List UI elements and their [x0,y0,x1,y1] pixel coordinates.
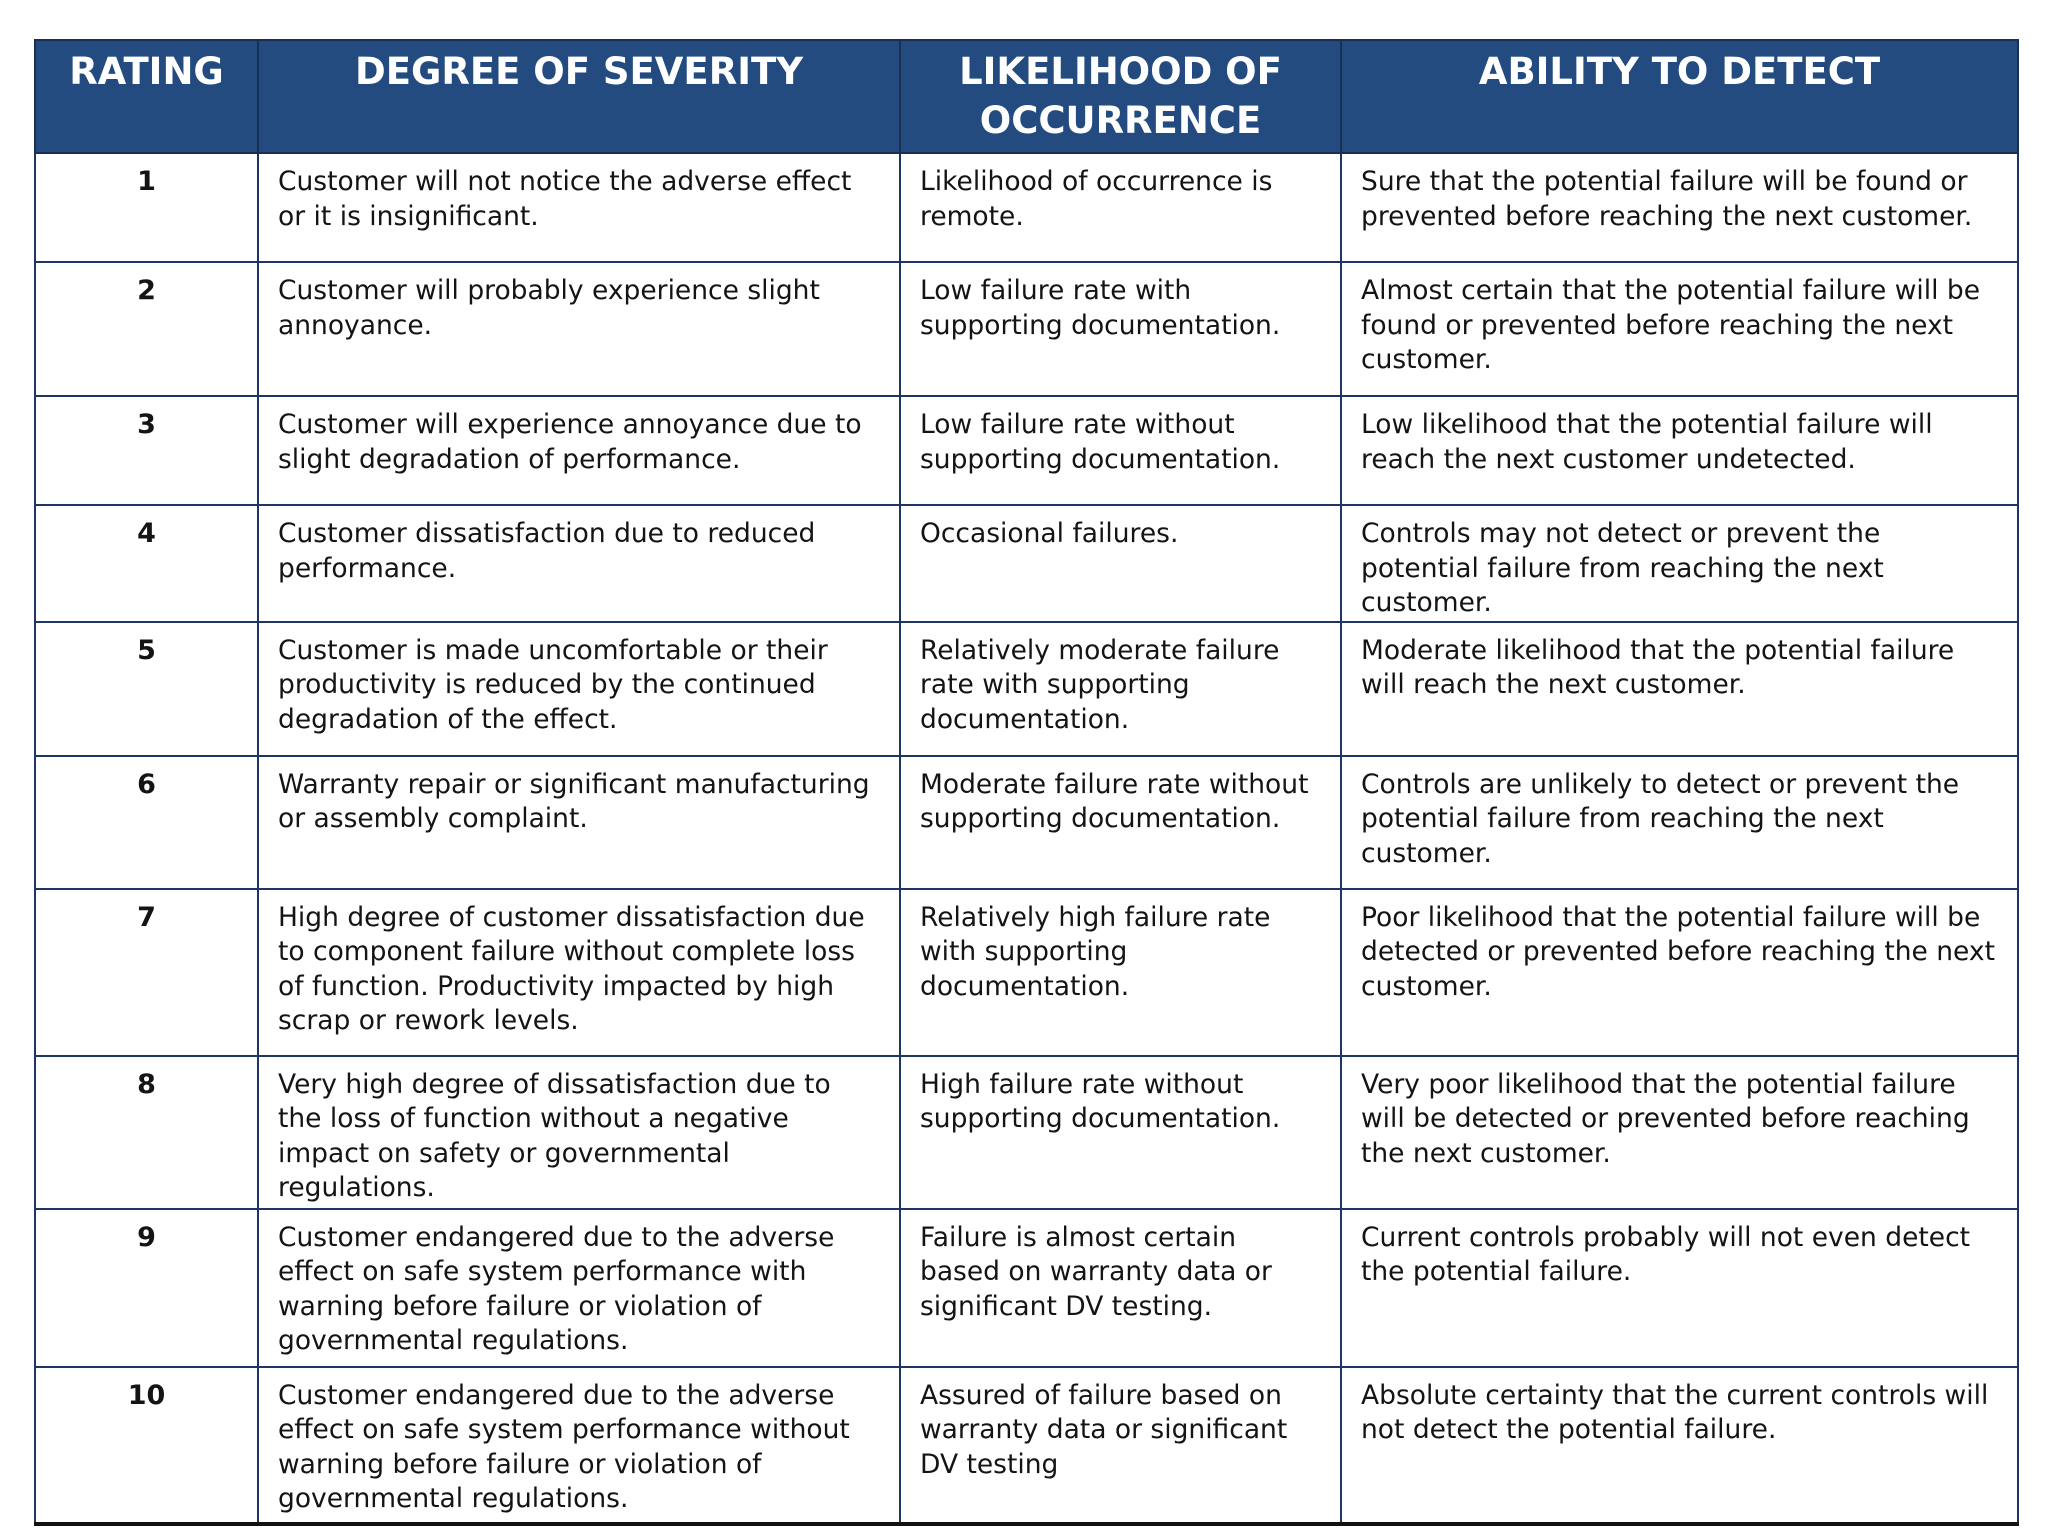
severity-cell: Customer endangered due to the adverse effect on safe system performance with warning before failure or violation of governmental regulations. [258,1209,900,1367]
table-row [35,396,2018,505]
detection-cell: Poor likelihood that the potential failure will be detected or prevented before reaching the next customer. [1341,889,2018,1056]
rating-cell: 10 [35,1367,258,1524]
rating-cell: 6 [35,756,258,889]
rating-cell: 2 [35,262,258,396]
table-row [35,1056,2018,1209]
severity-cell: High degree of customer dissatisfaction due to component failure without complete loss of function. Productivity impacted by high scrap or rework levels. [258,889,900,1056]
rating-cell: 3 [35,396,258,505]
occurrence-cell: Assured of failure based on warranty data or significant DV testing [900,1367,1341,1524]
detection-cell: Absolute certainty that the current controls will not detect the potential failure. [1341,1367,2018,1524]
occurrence-cell: Relatively high failure rate with supporting documentation. [900,889,1341,1056]
table-row [35,262,2018,396]
table-row [35,153,2018,262]
header-ability-to-detect: ABILITY TO DETECT [1341,40,2018,153]
detection-cell: Controls are unlikely to detect or prevent the potential failure from reaching the next customer. [1341,756,2018,889]
rating-cell: 1 [35,153,258,262]
header-likelihood-of-occurrence: LIKELIHOOD OF OCCURRENCE [900,40,1341,153]
severity-cell: Customer is made uncomfortable or their productivity is reduced by the continued degradation of the effect. [258,622,900,756]
header-row [35,40,2018,153]
table-row [35,1209,2018,1367]
detection-cell: Very poor likelihood that the potential failure will be detected or prevented before reaching the next customer. [1341,1056,2018,1209]
occurrence-cell: Failure is almost certain based on warranty data or significant DV testing. [900,1209,1341,1367]
table-row [35,1367,2018,1524]
occurrence-cell: Moderate failure rate without supporting documentation. [900,756,1341,889]
occurrence-cell: Low failure rate without supporting documentation. [900,396,1341,505]
table-header [35,40,2018,153]
fmea-rating-table [34,39,2019,1526]
severity-cell: Customer will probably experience slight annoyance. [258,262,900,396]
severity-cell: Very high degree of dissatisfaction due to the loss of function without a negative impact on safety or governmental regulations. [258,1056,900,1209]
detection-cell: Controls may not detect or prevent the potential failure from reaching the next customer. [1341,505,2018,622]
table-body [35,153,2018,1524]
header-rating: RATING [35,40,258,153]
table-row [35,505,2018,622]
occurrence-cell: Likelihood of occurrence is remote. [900,153,1341,262]
occurrence-cell: Occasional failures. [900,505,1341,622]
detection-cell: Moderate likelihood that the potential failure will reach the next customer. [1341,622,2018,756]
severity-cell: Customer will not notice the adverse effect or it is insignificant. [258,153,900,262]
rating-cell: 9 [35,1209,258,1367]
severity-cell: Customer endangered due to the adverse effect on safe system performance without warning before failure or violation of governmental regulations. [258,1367,900,1524]
rating-cell: 5 [35,622,258,756]
table-row [35,622,2018,756]
table-row [35,756,2018,889]
detection-cell: Low likelihood that the potential failure will reach the next customer undetected. [1341,396,2018,505]
severity-cell: Customer dissatisfaction due to reduced performance. [258,505,900,622]
detection-cell: Current controls probably will not even detect the potential failure. [1341,1209,2018,1367]
rating-cell: 8 [35,1056,258,1209]
detection-cell: Almost certain that the potential failure will be found or prevented before reaching the next customer. [1341,262,2018,396]
detection-cell: Sure that the potential failure will be found or prevented before reaching the next customer. [1341,153,2018,262]
occurrence-cell: Low failure rate with supporting documentation. [900,262,1341,396]
rating-cell: 7 [35,889,258,1056]
occurrence-cell: Relatively moderate failure rate with supporting documentation. [900,622,1341,756]
severity-cell: Warranty repair or significant manufacturing or assembly complaint. [258,756,900,889]
header-degree-of-severity: DEGREE OF SEVERITY [258,40,900,153]
severity-cell: Customer will experience annoyance due to slight degradation of performance. [258,396,900,505]
rating-cell: 4 [35,505,258,622]
table-row [35,889,2018,1056]
occurrence-cell: High failure rate without supporting documentation. [900,1056,1341,1209]
fmea-rating-sheet [34,39,2017,1526]
